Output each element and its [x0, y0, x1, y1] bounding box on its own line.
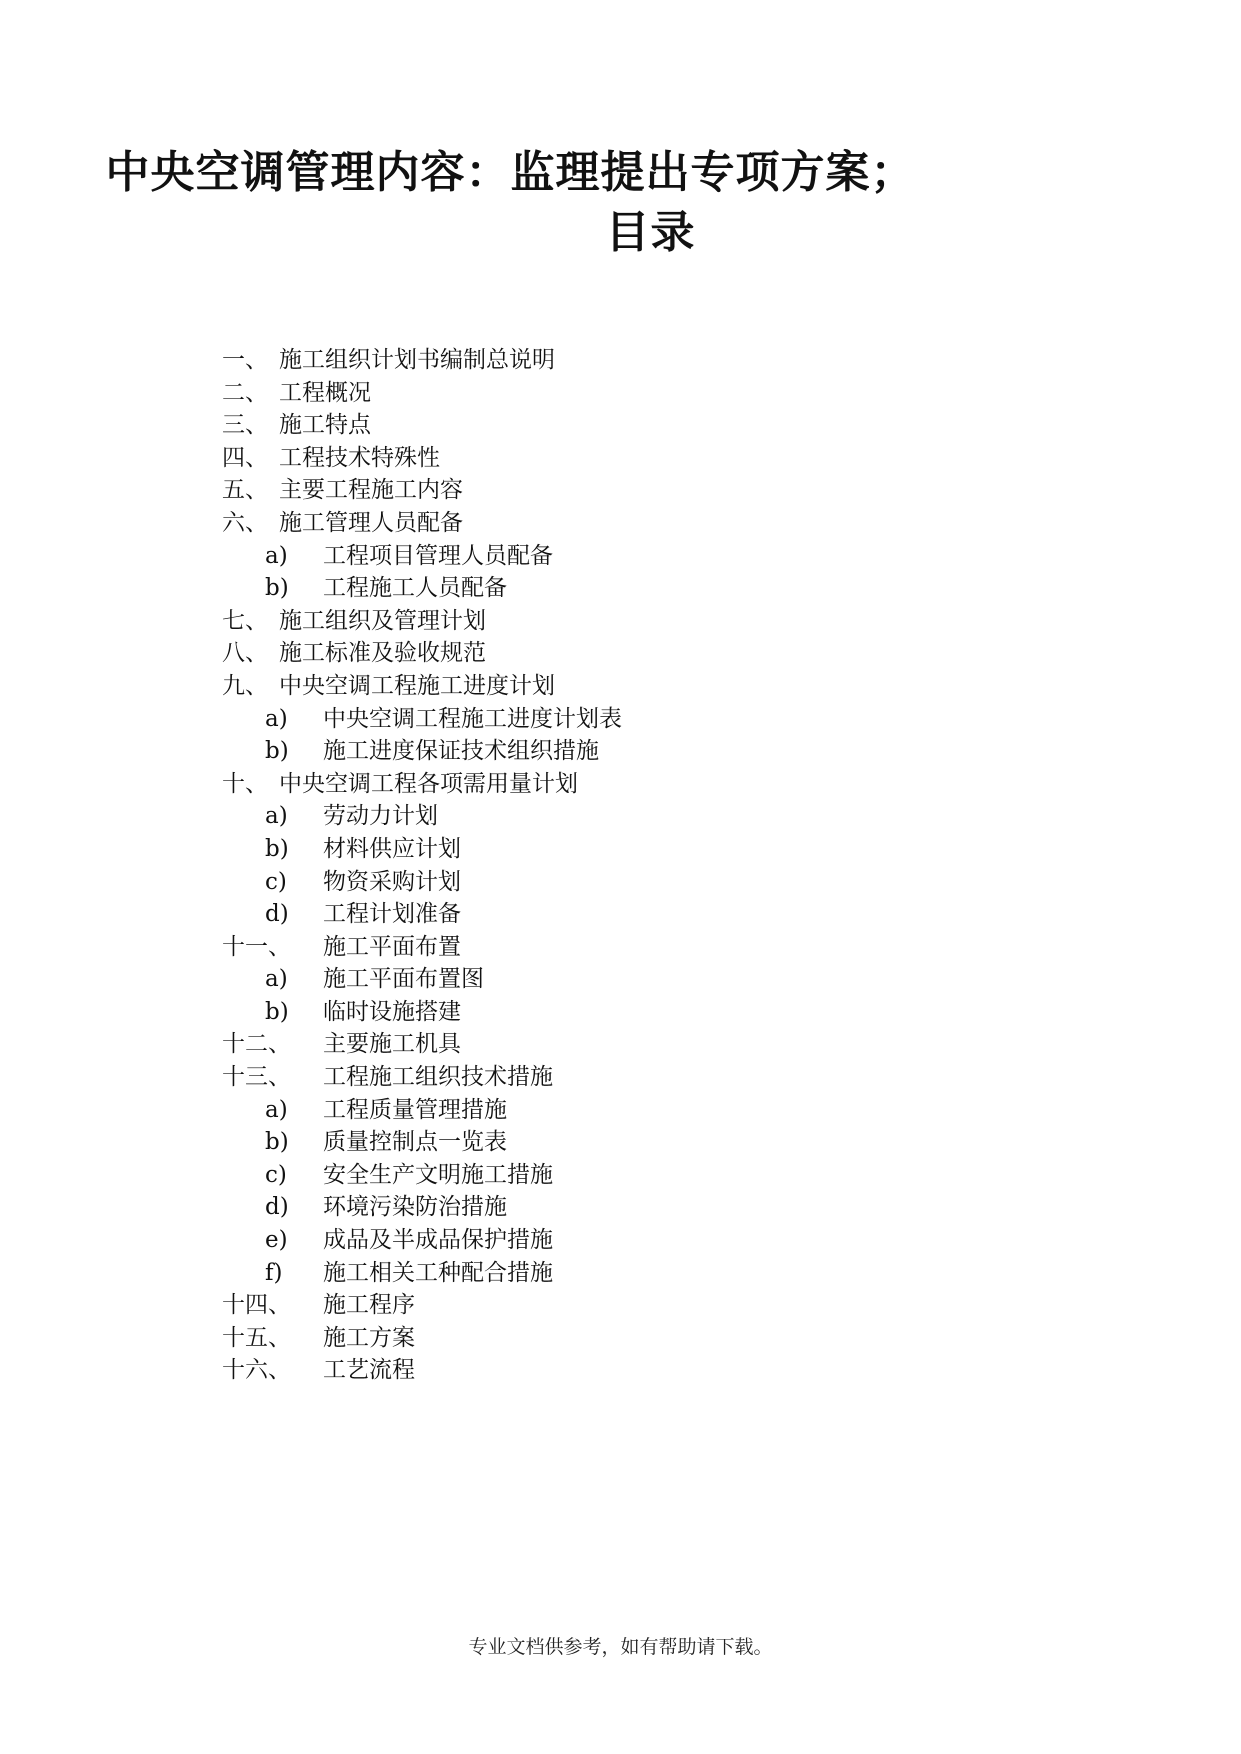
toc-item-label: 工程技术特殊性 — [279, 444, 440, 471]
toc-subitem[interactable] — [222, 1257, 1122, 1290]
toc-item-label: 中央空调工程施工进度计划表 — [323, 705, 622, 732]
toc-item-number: 十、 — [222, 770, 268, 797]
toc-item-number: 十五、 — [222, 1324, 291, 1351]
title-line-2-toc-heading: 目录 — [605, 207, 696, 258]
toc-item-number: 十六、 — [222, 1357, 291, 1384]
toc-item-label: 施工组织计划书编制总说明 — [279, 347, 555, 373]
toc-item-label: 工程质量管理措施 — [323, 1096, 507, 1123]
toc-item-label: 工程概况 — [279, 379, 371, 406]
toc-subitem[interactable] — [222, 1224, 1122, 1257]
toc-item[interactable] — [222, 931, 1122, 964]
toc-subitem[interactable] — [222, 833, 1122, 866]
toc-item-label: 临时设施搭建 — [323, 998, 461, 1025]
toc-item-label: 工程施工组织技术措施 — [323, 1064, 553, 1091]
toc-item-number: 一、 — [222, 347, 268, 373]
toc-subitem[interactable] — [222, 1191, 1122, 1224]
toc-item[interactable] — [222, 1322, 1122, 1355]
toc-item[interactable] — [222, 768, 1122, 801]
toc-subitem[interactable] — [222, 703, 1122, 736]
toc-item[interactable] — [222, 344, 1122, 377]
page-title — [0, 148, 1241, 258]
toc-item-number: c) — [265, 1161, 287, 1188]
toc-item-label: 施工进度保证技术组织措施 — [323, 738, 599, 765]
toc-item[interactable] — [222, 507, 1122, 540]
toc-item[interactable] — [222, 670, 1122, 703]
toc-item-label: 工艺流程 — [323, 1357, 415, 1384]
toc-item-number: 十三、 — [222, 1064, 291, 1091]
toc-item-label: 施工特点 — [279, 412, 371, 439]
table-of-contents — [222, 344, 1122, 1387]
toc-item-label: 物资采购计划 — [323, 868, 461, 895]
toc-item-number: 六、 — [222, 509, 268, 536]
toc-subitem[interactable] — [222, 898, 1122, 931]
toc-subitem[interactable] — [222, 540, 1122, 573]
toc-item-number: a) — [265, 1096, 288, 1123]
toc-item[interactable] — [222, 605, 1122, 638]
toc-item[interactable] — [222, 1289, 1122, 1322]
toc-item-number: d) — [265, 1194, 289, 1221]
toc-item[interactable] — [222, 1028, 1122, 1061]
toc-item-label: 成品及半成品保护措施 — [323, 1227, 553, 1254]
toc-item-number: 二、 — [222, 379, 268, 406]
toc-item-number: a) — [265, 542, 288, 569]
toc-item-number: e) — [265, 1227, 288, 1254]
toc-subitem[interactable] — [222, 572, 1122, 605]
toc-item[interactable] — [222, 442, 1122, 475]
toc-item[interactable] — [222, 377, 1122, 410]
toc-item-label: 施工管理人员配备 — [279, 509, 463, 536]
toc-subitem[interactable] — [222, 1094, 1122, 1127]
toc-item-label: 施工程序 — [323, 1292, 415, 1319]
toc-subitem[interactable] — [222, 963, 1122, 996]
toc-item-number: a) — [265, 705, 288, 732]
toc-item-number: 十四、 — [222, 1292, 291, 1319]
toc-item-label: 环境污染防治措施 — [323, 1194, 507, 1221]
toc-item-number: b) — [265, 998, 289, 1025]
toc-item-label: 工程计划准备 — [323, 901, 461, 928]
toc-item-number: 十二、 — [222, 1031, 291, 1058]
toc-item-label: 施工方案 — [323, 1324, 415, 1351]
toc-item-number: 十一、 — [222, 933, 291, 960]
toc-item-number: 七、 — [222, 607, 268, 634]
toc-item-number: 九、 — [222, 672, 268, 699]
toc-subitem[interactable] — [222, 735, 1122, 768]
toc-item-label: 安全生产文明施工措施 — [323, 1161, 553, 1188]
toc-item-label: 劳动力计划 — [323, 803, 438, 830]
toc-item[interactable] — [222, 409, 1122, 442]
toc-item-label: 中央空调工程各项需用量计划 — [279, 770, 578, 797]
toc-item-label: 中央空调工程施工进度计划 — [279, 672, 555, 699]
toc-item-label: 施工相关工种配合措施 — [323, 1259, 553, 1286]
toc-item-number: 四、 — [222, 444, 268, 471]
toc-item[interactable] — [222, 474, 1122, 507]
toc-item-number: 三、 — [222, 412, 268, 439]
toc-item[interactable] — [222, 1061, 1122, 1094]
toc-item[interactable] — [222, 637, 1122, 670]
toc-item-number: b) — [265, 1129, 289, 1156]
toc-subitem[interactable] — [222, 800, 1122, 833]
toc-item-label: 施工标准及验收规范 — [279, 640, 486, 667]
toc-item-number: f) — [265, 1259, 283, 1286]
toc-item-label: 主要施工机具 — [323, 1031, 461, 1058]
toc-item-label: 施工平面布置图 — [323, 966, 484, 993]
toc-item-number: d) — [265, 901, 289, 928]
toc-item-number: 八、 — [222, 640, 268, 667]
toc-item-number: a) — [265, 803, 288, 830]
toc-subitem[interactable] — [222, 1126, 1122, 1159]
toc-item-number: a) — [265, 966, 288, 993]
toc-item-label: 主要工程施工内容 — [279, 477, 463, 504]
toc-item-label: 工程项目管理人员配备 — [323, 542, 553, 569]
toc-item-number: b) — [265, 575, 289, 602]
toc-subitem[interactable] — [222, 1159, 1122, 1192]
toc-item-number: 五、 — [222, 477, 268, 504]
toc-item-label: 质量控制点一览表 — [323, 1129, 507, 1156]
toc-item-label: 施工组织及管理计划 — [279, 607, 486, 634]
toc-item-number: c) — [265, 868, 287, 895]
toc-item-label: 施工平面布置 — [323, 933, 461, 960]
toc-item-label: 材料供应计划 — [323, 835, 461, 862]
title-line-1: 中央空调管理内容：监理提出专项方案； — [105, 147, 916, 198]
toc-item-number: b) — [265, 738, 289, 765]
toc-item-number: b) — [265, 835, 289, 862]
page-footer: 专业文档供参考，如有帮助请下载。 — [468, 1636, 773, 1658]
toc-item-label: 工程施工人员配备 — [323, 575, 507, 602]
toc-subitem[interactable] — [222, 996, 1122, 1029]
toc-item[interactable] — [222, 1354, 1122, 1387]
toc-subitem[interactable] — [222, 866, 1122, 899]
